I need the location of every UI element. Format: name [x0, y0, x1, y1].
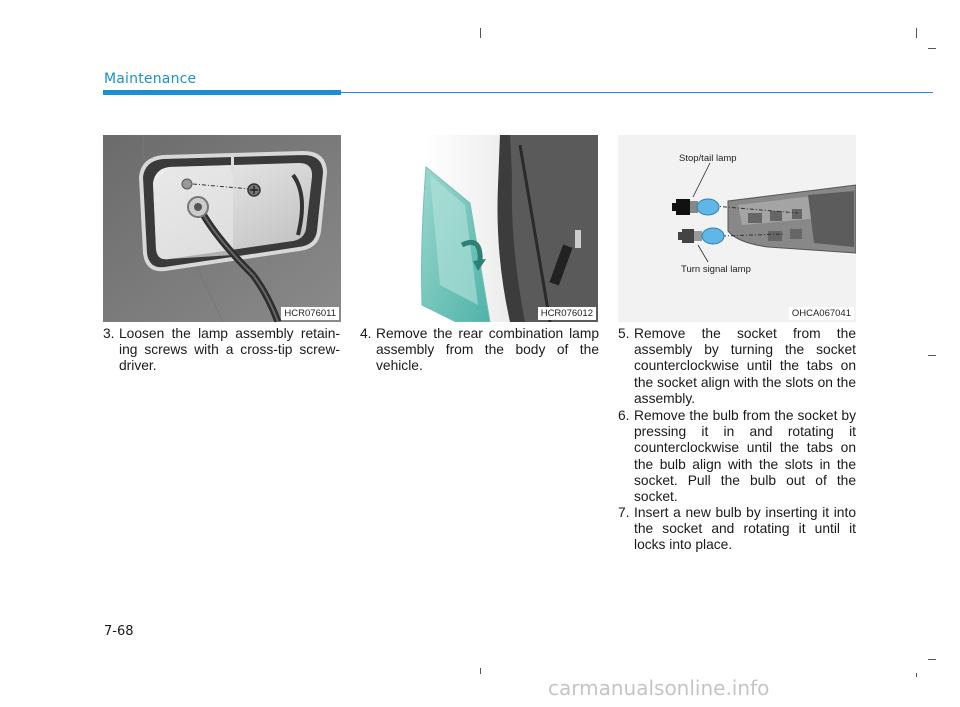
- header-rule-thin: [341, 92, 933, 93]
- crop-mark: [480, 28, 481, 38]
- figure-code: HCR076011: [281, 307, 339, 320]
- step-text: Remove the rear combination lamp assembly from the body of the vehicle.: [376, 326, 599, 374]
- step-text: Insert a new bulb by inserting it into the socket and rotating it until it locks into place.: [634, 505, 856, 553]
- figure-code: OHCA067041: [789, 307, 854, 320]
- crop-mark: [928, 355, 936, 356]
- step-number: 5.: [618, 326, 630, 341]
- lamp-screws-illustration: [103, 135, 341, 322]
- rear-combination-lamp-illustration: [360, 135, 598, 322]
- figure-rear-combination-lamp: [360, 135, 598, 322]
- header-rule-thick: [103, 90, 341, 95]
- crop-mark: [480, 668, 481, 674]
- crop-mark: [916, 28, 917, 38]
- bulb-sockets-illustration: [618, 135, 856, 322]
- step-7: [618, 505, 856, 554]
- page-number: 7-68: [104, 624, 134, 639]
- stop-tail-lamp-label: Stop/tail lamp: [679, 153, 737, 164]
- figure-code: HCR076012: [538, 307, 596, 320]
- step-number: 7.: [618, 505, 630, 520]
- step-5: [618, 326, 856, 407]
- section-title: Maintenance: [104, 71, 197, 87]
- figure-bulb-sockets: [618, 135, 856, 322]
- crop-mark: [928, 48, 936, 49]
- step-text: Loosen the lamp assembly retain-ing screws with a cross-tip screw-driver.: [119, 326, 340, 374]
- step-3: [103, 326, 340, 375]
- step-text: Remove the socket from the assembly by turning the socket counterclockwise until the tabs on the socket align with the slots on the assembly.: [634, 326, 856, 406]
- step-number: 6.: [618, 408, 630, 423]
- step-text: Remove the bulb from the socket by pressing it in and rotating it counterclockwise until the tabs on the bulb align with the slots in the socket. Pull the bulb out of the socket.: [634, 408, 856, 505]
- step-number: 3.: [103, 326, 115, 341]
- crop-mark: [916, 673, 917, 677]
- turn-signal-lamp-label: Turn signal lamp: [681, 264, 751, 275]
- step-4: [360, 326, 599, 375]
- crop-mark: [928, 659, 936, 660]
- step-number: 4.: [360, 326, 372, 341]
- figure-lamp-screws: [103, 135, 341, 322]
- watermark[interactable]: carmanualsonline.info: [548, 676, 770, 700]
- step-6: [618, 408, 856, 505]
